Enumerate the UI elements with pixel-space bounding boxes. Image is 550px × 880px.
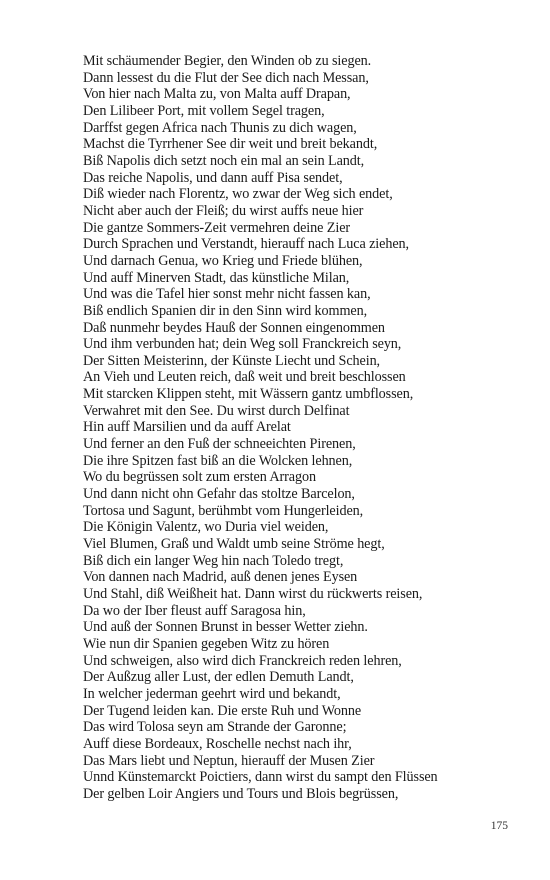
- poem-line: Und darnach Genua, wo Krieg und Friede blühen,: [83, 252, 363, 269]
- poem-line: Die ihre Spitzen fast biß an die Wolcken lehnen,: [83, 452, 353, 469]
- poem-line: Und schweigen, also wird dich Franckreich reden lehren,: [83, 652, 402, 669]
- poem-line: Tortosa und Sagunt, berühmbt vom Hungerleiden,: [83, 502, 364, 519]
- poem-line: Biß dich ein langer Weg hin nach Toledo tregt,: [83, 552, 344, 569]
- poem-line: Und ferner an den Fuß der schneeichten Pirenen,: [83, 436, 356, 453]
- poem-line: Und auß der Sonnen Brunst in besser Wetter ziehn.: [83, 619, 368, 636]
- poem-line: Darffst gegen Africa nach Thunis zu dich wagen,: [83, 119, 357, 136]
- poem-line: Hin auff Marsilien und da auff Arelat: [83, 419, 291, 436]
- poem-line: Auff diese Bordeaux, Roschelle nechst nach ihr,: [83, 735, 352, 752]
- poem-line: Die gantze Sommers-Zeit vermehren deine Zier: [83, 219, 351, 236]
- poem-text-block: [83, 53, 523, 803]
- poem-line: Daß nunmehr beydes Hauß der Sonnen eingenommen: [83, 319, 385, 336]
- poem-line: Viel Blumen, Graß und Waldt umb seine Ströme hegt,: [83, 536, 385, 553]
- poem-line: Der Tugend leiden kan. Die erste Ruh und Wonne: [83, 702, 362, 719]
- poem-line: Und auff Minerven Stadt, das künstliche Milan,: [83, 269, 350, 286]
- poem-line: Wo du begrüssen solt zum ersten Arragon: [83, 469, 316, 486]
- poem-line: Nicht aber auch der Fleiß; du wirst auffs neue hier: [83, 202, 364, 219]
- poem-line: Diß wieder nach Florentz, wo zwar der Weg sich endet,: [83, 186, 393, 203]
- poem-line: An Vieh und Leuten reich, daß weit und breit beschlossen: [83, 369, 406, 386]
- poem-line: Wie nun dir Spanien gegeben Witz zu hören: [83, 635, 330, 652]
- page-number: 175: [490, 820, 508, 832]
- poem-line: Den Lilibeer Port, mit vollem Segel tragen,: [83, 102, 325, 119]
- poem-line: Biß Napolis dich setzt noch ein mal an sein Landt,: [83, 152, 365, 169]
- poem-line: Der Sitten Meisterinn, der Künste Liecht und Schein,: [83, 352, 381, 369]
- poem-line: Und dann nicht ohn Gefahr das stoltze Barcelon,: [83, 486, 355, 503]
- poem-line: Das reiche Napolis, und dann auff Pisa sendet,: [83, 169, 343, 186]
- poem-line: Von dannen nach Madrid, auß denen jenes Eysen: [83, 569, 358, 586]
- poem-line: Machst die Tyrrhener See dir weit und breit bekandt,: [83, 136, 378, 153]
- poem-line: Mit schäumender Begier, den Winden ob zu siegen.: [83, 53, 372, 69]
- poem-line: Mit starcken Klippen steht, mit Wässern gantz umbflossen,: [83, 386, 414, 403]
- poem-line: Unnd Künstemarckt Poictiers, dann wirst du sampt den Flüssen: [83, 769, 438, 786]
- poem-line: Verwahret mit den See. Du wirst durch Delfinat: [83, 402, 350, 419]
- poem-line: In welcher jederman geehrt wird und bekandt,: [83, 685, 341, 702]
- poem-line: Der gelben Loir Angiers und Tours und Blois begrüssen,: [83, 785, 399, 802]
- poem-line: Durch Sprachen und Verstandt, hierauff nach Luca ziehen,: [83, 236, 409, 253]
- poem-line: Und ihm verbunden hat; dein Weg soll Franckreich seyn,: [83, 336, 402, 353]
- poem-line: Der Außzug aller Lust, der edlen Demuth Landt,: [83, 669, 354, 686]
- poem-line: Von hier nach Malta zu, von Malta auff Drapan,: [83, 86, 351, 103]
- poem-line: Das wird Tolosa seyn am Strande der Garonne;: [83, 719, 347, 736]
- poem-line: Und was die Tafel hier sonst mehr nicht fassen kan,: [83, 286, 371, 303]
- poem-line: Biß endlich Spanien dir in den Sinn wird kommen,: [83, 302, 368, 319]
- poem-line: Dann lessest du die Flut der See dich nach Messan,: [83, 69, 369, 86]
- poem-line: Die Königin Valentz, wo Duria viel weiden,: [83, 519, 329, 536]
- poem-line: Da wo der Iber fleust auff Saragosa hin,: [83, 602, 306, 619]
- poem-line: Das Mars liebt und Neptun, hierauff der Musen Zier: [83, 752, 375, 769]
- poem-line: Und Stahl, diß Weißheit hat. Dann wirst du rückwerts reisen,: [83, 586, 423, 602]
